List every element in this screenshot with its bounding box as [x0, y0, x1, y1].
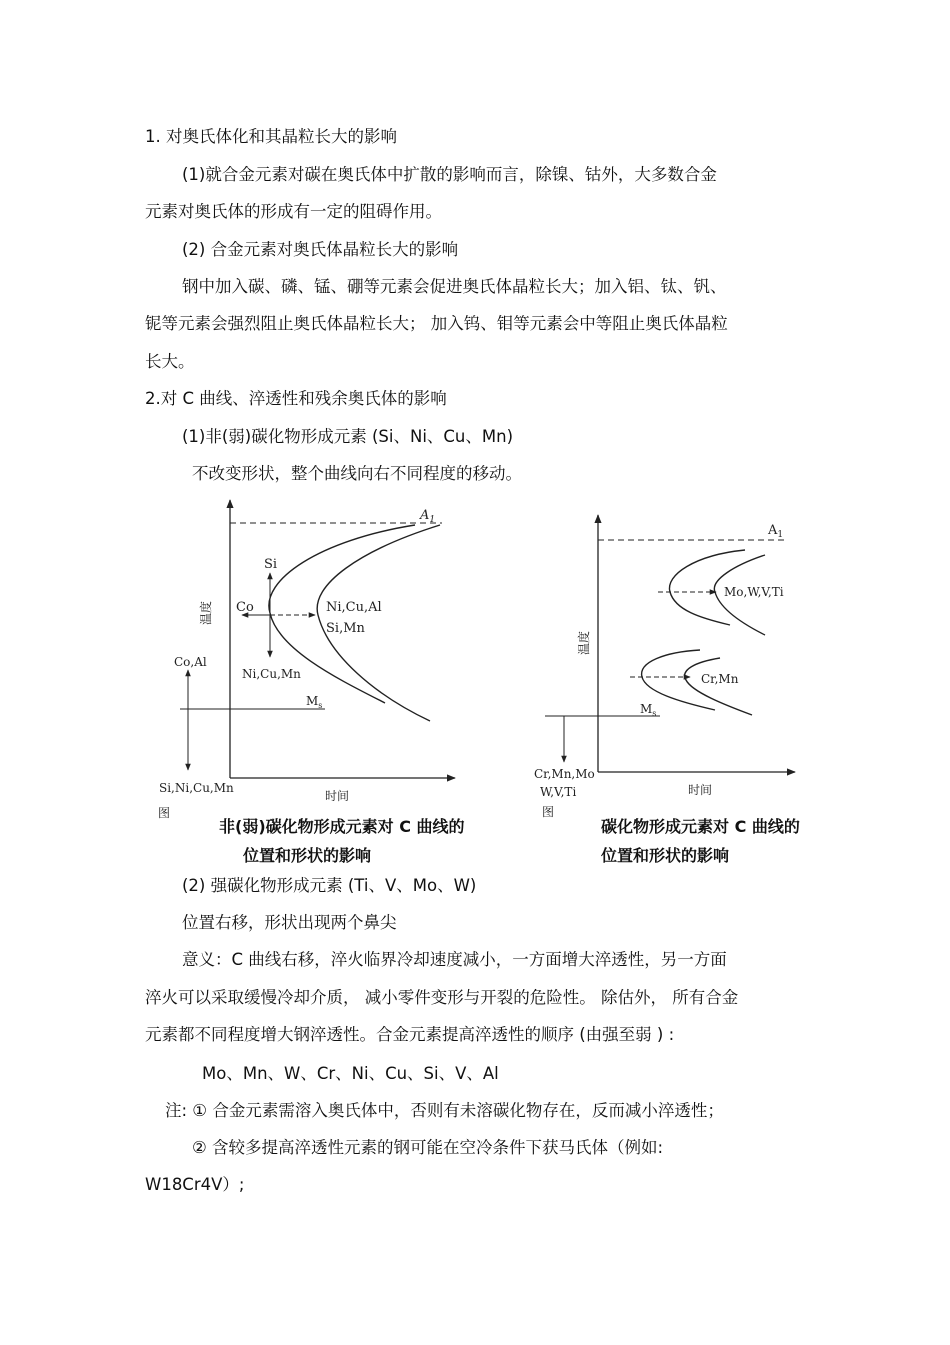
section2-sub2-title: (2) 强碳化物形成元素 (Ti、V、Mo、W)	[182, 876, 477, 895]
section1-p1-line1: (1)就合金元素对碳在奥氏体中扩散的影响而言，除镍、钴外，大多数合金	[182, 165, 717, 184]
section2-sub1-title: (1)非(弱)碳化物形成元素 (Si、Ni、Cu、Mn)	[182, 427, 514, 446]
figure-left-caption-line2: 位置和形状的影响	[243, 846, 372, 865]
section1-p2-line3: 长大。	[145, 352, 195, 371]
section1-p1-line2: 元素对奥氏体的形成有一定的阻碍作用。	[145, 202, 442, 221]
right-lower-curve-finish	[685, 658, 752, 715]
section2-order: Mo、Mn、W、Cr、Ni、Cu、Si、V、Al	[202, 1064, 499, 1083]
section2-note1: 注: ① 合金元素需溶入奥氏体中，否则有未溶碳化物存在，反而减小淬透性；	[165, 1101, 724, 1120]
left-si-label: Si	[264, 557, 278, 572]
right-wvti-label: W,V,Ti	[540, 785, 577, 799]
left-nicual-label: Ni,Cu,Al	[326, 600, 382, 615]
section1-p2-line1: 钢中加入碳、磷、锰、硼等元素会促进奥氏体晶粒长大；加入铝、钛、钒、	[182, 277, 727, 296]
right-ms-label: $M_s$	[640, 702, 657, 718]
left-a1-label: $A_1$	[420, 508, 436, 525]
left-simn-label: Si,Mn	[326, 621, 365, 636]
right-ylabel: 温度	[577, 630, 591, 655]
left-fig-char: 图	[158, 806, 171, 820]
right-mowvti-label: Mo,W,V,Ti	[724, 585, 784, 599]
section2-heading: 2.对 C 曲线、淬透性和残余奥氏体的影响	[145, 389, 447, 408]
left-sinicumn-label: Si,Ni,Cu,Mn	[159, 781, 234, 795]
section2-meaning-line2: 淬火可以采取缓慢冷却介质， 减小零件变形与开裂的危险性。 除估外， 所有合金	[145, 988, 739, 1007]
right-xlabel: 时间	[688, 783, 713, 797]
section2-sub2-desc: 位置右移，形状出现两个鼻尖	[182, 913, 397, 932]
section2-meaning-line3: 元素都不同程度增大钢淬透性。合金元素提高淬透性的顺序 (由强至弱 ) :	[145, 1025, 675, 1044]
left-coal-label: Co,Al	[174, 655, 207, 669]
left-nicumn-label: Ni,Cu,Mn	[242, 667, 301, 681]
section1-p2-title: (2) 合金元素对奥氏体晶粒长大的影响	[182, 240, 459, 259]
left-xlabel: 时间	[325, 789, 350, 803]
figure-left-caption-line1: 非(弱)碳化物形成元素对 C 曲线的	[219, 817, 465, 836]
section2-sub1-desc: 不改变形状，整个曲线向右不同程度的移动。	[192, 464, 522, 483]
section2-note2: ② 含较多提高淬透性元素的钢可能在空冷条件下获马氏体（例如:	[192, 1138, 664, 1157]
left-ms-label: $M_s$	[306, 694, 323, 710]
section2-note3: W18Cr4V）;	[145, 1175, 245, 1194]
right-fig-char: 图	[542, 805, 555, 819]
figure-right-caption-line1: 碳化物形成元素对 C 曲线的	[601, 817, 800, 836]
figure-right-diagram	[530, 510, 805, 825]
figure-right-caption-line2: 位置和形状的影响	[601, 846, 730, 865]
section2-meaning-line1: 意义：C 曲线右移，淬火临界冷却速度减小，一方面增大淬透性，另一方面	[182, 950, 727, 969]
right-a1-label: $A_1$	[768, 523, 784, 540]
left-ylabel: 温度	[199, 600, 213, 625]
section1-p2-line2: 铌等元素会强烈阻止奥氏体晶粒长大； 加入钨、钼等元素会中等阻止奥氏体晶粒	[145, 314, 728, 333]
figure-left-diagram	[150, 495, 470, 830]
left-co-label: Co	[236, 600, 254, 615]
right-crmn-label: Cr,Mn	[701, 672, 739, 686]
section1-heading: 1. 对奥氏体化和其晶粒长大的影响	[145, 127, 397, 146]
right-crmnmo-label: Cr,Mn,Mo	[534, 767, 595, 781]
